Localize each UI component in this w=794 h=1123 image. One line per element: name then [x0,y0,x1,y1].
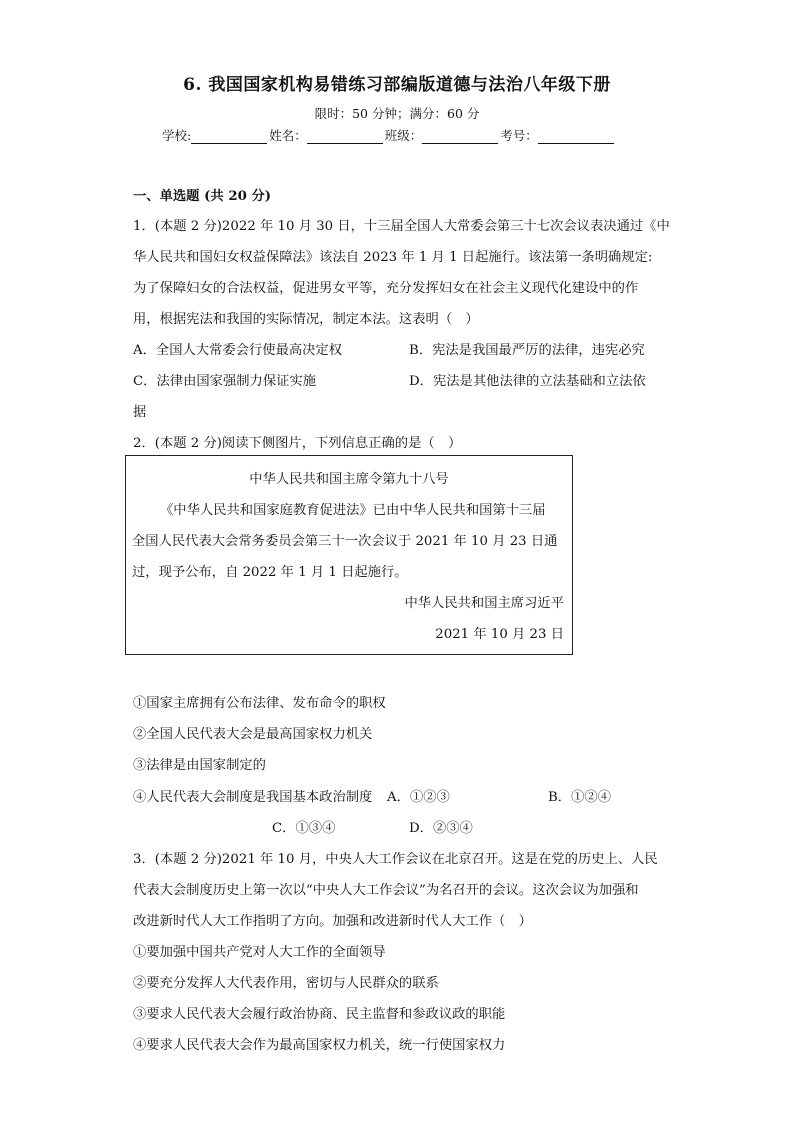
decree-text-line: 《中华人民共和国家庭教育促进法》已由中华人民共和国第十三届 [160,503,546,518]
name-field[interactable] [307,129,383,144]
decree-text-line: 过，现予公布，自 2022 年 1 月 1 日起施行。 [132,565,408,580]
q1-stem-line: 为了保障妇女的合法权益，促进男女平等，充分发挥妇女在社会主义现代化建设中的作 [133,281,639,296]
q3-item: ④要求人民代表大会作为最高国家权力机关，统一行使国家权力 [133,1038,506,1053]
q1-option-d-continued: 据 [133,405,147,420]
school-field[interactable] [191,129,267,144]
q2-option-b[interactable]: B．①②④ [548,790,611,805]
q1-option-a[interactable]: A．全国人大常委会行使最高决定权 [133,343,343,358]
q1-stem-line: 用，根据宪法和我国的实际情况，制定本法。这表明（ ） [133,312,479,327]
q2-option-a[interactable]: A．①②③ [387,790,450,805]
decree-signer: 中华人民共和国主席习近平 [404,596,564,611]
q2-option-c[interactable]: C．①③④ [272,821,336,836]
school-label: 学校: [162,128,192,143]
q2-stem: 2．(本题 2 分)阅读下侧图片，下列信息正确的是（ ） [133,436,462,451]
exam-no-field[interactable] [538,129,614,144]
decree-text-line: 全国人民代表大会常务委员会第三十一次会议于 2021 年 10 月 23 日通 [132,534,558,549]
q2-item: ②全国人民代表大会是最高国家权力机关 [133,727,373,742]
q2-item: ①国家主席拥有公布法律、发布命令的职权 [133,696,386,711]
q3-stem-line: 3．(本题 2 分)2021 年 10 月，中央人大工作会议在北京召开。这是在党的历史上、人民 [133,852,658,867]
class-field[interactable] [422,129,498,144]
exam-no-label: 考号： [500,128,538,143]
q1-option-c[interactable]: C．法律由国家强制力保证实施 [133,374,317,389]
student-info-row [162,126,616,144]
decree-date: 2021 年 10 月 23 日 [435,627,564,642]
name-label: 姓名： [269,128,307,143]
q1-stem-line: 华人民共和国妇女权益保障法》该法自 2023 年 1 月 1 日起施行。该法第一条明确规定: [133,250,653,265]
q3-item: ①要加强中国共产党对人大工作的全面领导 [133,945,386,960]
q1-option-d[interactable]: D．宪法是其他法律的立法基础和立法依 [409,374,646,389]
q1-stem-line: 1．(本题 2 分)2022 年 10 月 30 日，十三届全国人大常委会第三十七次会议表决通过《中 [133,219,670,234]
presidential-decree-box [125,455,573,655]
decree-title: 中华人民共和国主席令第九十八号 [249,472,449,487]
q3-stem-line: 代表大会制度历史上第一次以“中央人大工作会议”为名召开的会议。这次会议为加强和 [133,883,639,898]
section-heading: 一、单选题 (共 20 分) [133,189,272,204]
q3-item: ②要充分发挥人大代表作用，密切与人民群众的联系 [133,976,439,991]
q3-stem-line: 改进新时代人大工作指明了方向。加强和改进新时代人大工作（ ） [133,914,532,929]
q1-option-b[interactable]: B．宪法是我国最严厉的法律，违宪必究 [409,343,645,358]
q2-item: ④人民代表大会制度是我国基本政治制度 [133,790,373,805]
exam-time-score: 限时：50 分钟；满分：60 分 [314,106,480,121]
q2-item: ③法律是由国家制定的 [133,758,266,773]
q2-option-d[interactable]: D．②③④ [409,821,473,836]
page-title: 6. 我国国家机构易错练习部编版道德与法治八年级下册 [183,75,611,95]
class-label: 班级： [384,128,423,143]
q3-item: ③要求人民代表大会履行政治协商、民主监督和参政议政的职能 [133,1007,506,1022]
